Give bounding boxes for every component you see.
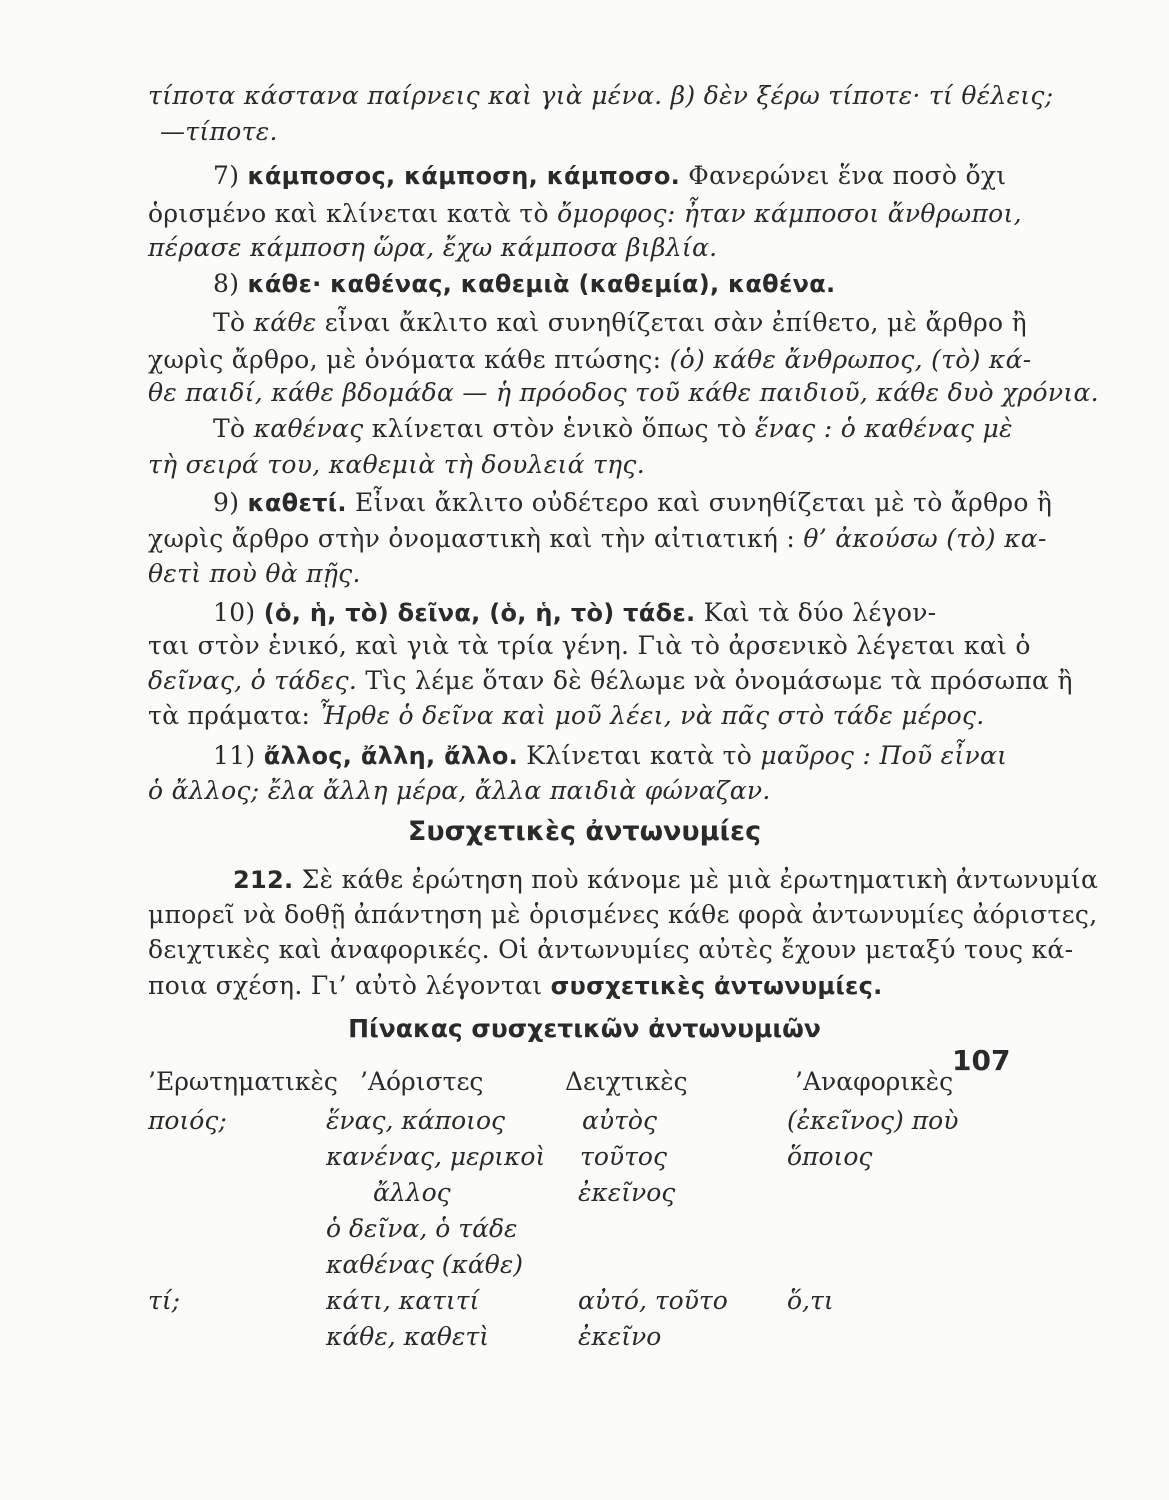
item-number: 11): [213, 741, 256, 770]
text-line: θε παιδί, κάθε βδομάδα — ἡ πρόοδος τοῦ κάθε παιδιοῦ, κάθε δυὸ χρόνια.: [148, 378, 1099, 407]
column-header: Δειχτικὲς: [565, 1067, 688, 1096]
table-title: Πίνακας συσχετικῶν ἀντωνυμιῶν: [348, 1014, 821, 1043]
paragraph-number: 212.: [233, 866, 294, 894]
item-number: 10): [213, 598, 256, 627]
text-span: ποια σχέση. Γι’ αὐτὸ λέγονται: [148, 971, 551, 1000]
example-text: Ἦρθε ὁ δεῖνα καὶ μοῦ λέει, νὰ πᾶς στὸ τάδε μέρος.: [318, 701, 985, 730]
table-cell-relative: (ἐκεῖνος) ποὺ: [787, 1106, 959, 1135]
item-term: καθετί.: [247, 489, 347, 517]
text-line: [148, 342, 1032, 378]
item-number: 7): [213, 161, 240, 190]
example-text: καθένας: [253, 414, 364, 443]
table-cell-indefinite: κάτι, κατιτί: [326, 1286, 480, 1315]
text-span: εἶναι ἄκλιτο καὶ συνηθίζεται σὰν ἐπίθετο, μὲ ἄρθρο ἢ: [316, 308, 1027, 337]
text-span: Τὸ: [213, 414, 254, 443]
example-text: ἕνας : ὁ καθένας μὲ: [754, 414, 1013, 443]
example-text: μαῦρος : Ποῦ εἶναι: [760, 741, 1008, 770]
text-line: τὴ σειρά του, καθεμιὰ τὴ δουλειά της.: [148, 450, 645, 479]
item-term: κάθε· καθένας, καθεμιὰ (καθεμία), καθένα.: [247, 270, 836, 298]
item-text: Κλίνεται κατὰ τὸ: [518, 741, 761, 770]
item-7: [213, 158, 1006, 194]
text-line: ὁ ἄλλος; ἔλα ἄλλη μέρα, ἄλλα παιδιὰ φώναζαν.: [148, 776, 771, 805]
column-header: ’Αόριστες: [360, 1067, 484, 1096]
example-text: (ὁ) κάθε ἄνθρωπος, (τὸ) κά-: [669, 345, 1032, 374]
text-line: [213, 411, 1013, 447]
table-cell-interrogative: ποιός;: [148, 1106, 227, 1135]
text-span: Τὸ: [213, 308, 254, 337]
text-span: κλίνεται στὸν ἑνικὸ ὅπως τὸ: [363, 414, 755, 443]
item-text: Φανερώνει ἕνα ποσὸ ὄχι: [680, 161, 1007, 190]
table-cell-demonstrative: ἐκεῖνο: [578, 1322, 662, 1351]
table-cell-indefinite: κανένας, μερικοὶ: [326, 1142, 546, 1171]
text-span: Σὲ κάθε ἐρώτηση ποὺ κάνομε μὲ μιὰ ἐρωτηματικὴ ἀντωνυμία: [293, 865, 1099, 894]
text-line: [213, 305, 1027, 341]
item-number: 9): [213, 488, 240, 517]
table-cell-indefinite: ἕνας, κάποιος: [326, 1106, 506, 1135]
table-cell-indefinite: καθένας (κάθε): [326, 1250, 524, 1279]
table-cell-interrogative: τί;: [148, 1286, 181, 1315]
text-line: ται στὸν ἑνικό, καὶ γιὰ τὰ τρία γένη. Γιὰ τὸ ἀρσενικὸ λέγεται καὶ ὁ: [148, 631, 1031, 660]
text-line: τίποτα κάστανα παίρνεις καὶ γιὰ μένα. β) δὲν ξέρω τίποτε· τί θέλεις;: [148, 81, 1054, 110]
item-term: (ὁ, ἡ, τὸ) δεῖνα, (ὁ, ἡ, τὸ) τάδε.: [263, 599, 696, 627]
item-number: 8): [213, 269, 240, 298]
text-span: ὁρισμένο καὶ κλίνεται κατὰ τὸ: [148, 199, 558, 228]
key-term: συσχετικὲς ἀντωνυμίες.: [550, 972, 883, 1000]
page-number: 107: [952, 1044, 1011, 1077]
text-span: Τὶς λέμε ὅταν δὲ θέλωμε νὰ ὀνομάσωμε τὰ πρόσωπα ἢ: [357, 666, 1073, 695]
table-cell-relative: ὅ,τι: [787, 1286, 834, 1315]
section-heading: Συσχετικὲς ἀντωνυμίες: [407, 816, 762, 847]
text-line: [148, 196, 1022, 232]
table-cell-indefinite: κάθε, καθετὶ: [326, 1322, 490, 1351]
text-line: —τίποτε.: [160, 117, 278, 146]
text-line: θετὶ ποὺ θὰ πῇς.: [148, 559, 361, 588]
text-line: [148, 968, 883, 1004]
column-header: ’Αναφορικὲς: [795, 1067, 954, 1096]
text-line: [148, 698, 985, 734]
text-line: μπορεῖ νὰ δοθῇ ἀπάντηση μὲ ὁρισμένες κάθε φορὰ ἀντωνυμίες ἀόριστες,: [148, 900, 1098, 929]
example-text: κάθε: [253, 308, 317, 337]
text-span: τὰ πράματα:: [148, 701, 319, 730]
example-text: δεῖνας, ὁ τάδες.: [148, 666, 358, 695]
text-line: [148, 663, 1073, 699]
table-cell-indefinite: ὁ δεῖνα, ὁ τάδε: [326, 1214, 518, 1243]
table-cell-indefinite: ἄλλος: [373, 1178, 451, 1207]
item-10: [213, 595, 936, 631]
table-cell-demonstrative: αὐτὸς: [582, 1106, 657, 1135]
item-8: [213, 266, 835, 302]
text-span: χωρὶς ἄρθρο στὴν ὀνομαστικὴ καὶ τὴν αἰτιατική :: [148, 524, 804, 553]
example-text: θ’ ἀκούσω (τὸ) κα-: [803, 524, 1047, 553]
text-line: πέρασε κάμποση ὥρα, ἔχω κάμποσα βιβλία.: [148, 233, 718, 262]
column-header: ’Ερωτηματικὲς: [148, 1067, 338, 1096]
table-cell-demonstrative: ἐκεῖνος: [578, 1178, 676, 1207]
item-term: ἄλλος, ἄλλη, ἄλλο.: [263, 742, 519, 770]
example-text: ὄμορφος: ἦταν κάμποσοι ἄνθρωποι,: [557, 199, 1022, 228]
text-line: δειχτικὲς καὶ ἀναφορικές. Οἱ ἀντωνυμίες αὐτὲς ἔχουν μεταξύ τους κά-: [148, 935, 1074, 964]
item-9: [213, 485, 1052, 521]
item-term: κάμποσος, κάμποση, κάμποσο.: [247, 162, 681, 190]
item-text: Εἶναι ἄκλιτο οὐδέτερο καὶ συνηθίζεται μὲ τὸ ἄρθρο ἢ: [346, 488, 1053, 517]
text-span: χωρὶς ἄρθρο, μὲ ὀνόματα κάθε πτώσης:: [148, 345, 670, 374]
item-text: Καὶ τὰ δύο λέγον-: [695, 598, 937, 627]
paragraph-212: [233, 862, 1098, 898]
item-11: [213, 738, 1007, 774]
table-cell-demonstrative: τοῦτος: [580, 1142, 667, 1171]
table-cell-demonstrative: αὐτό, τοῦτο: [578, 1286, 728, 1315]
text-line: [148, 521, 1047, 557]
table-cell-relative: ὅποιος: [787, 1142, 873, 1171]
